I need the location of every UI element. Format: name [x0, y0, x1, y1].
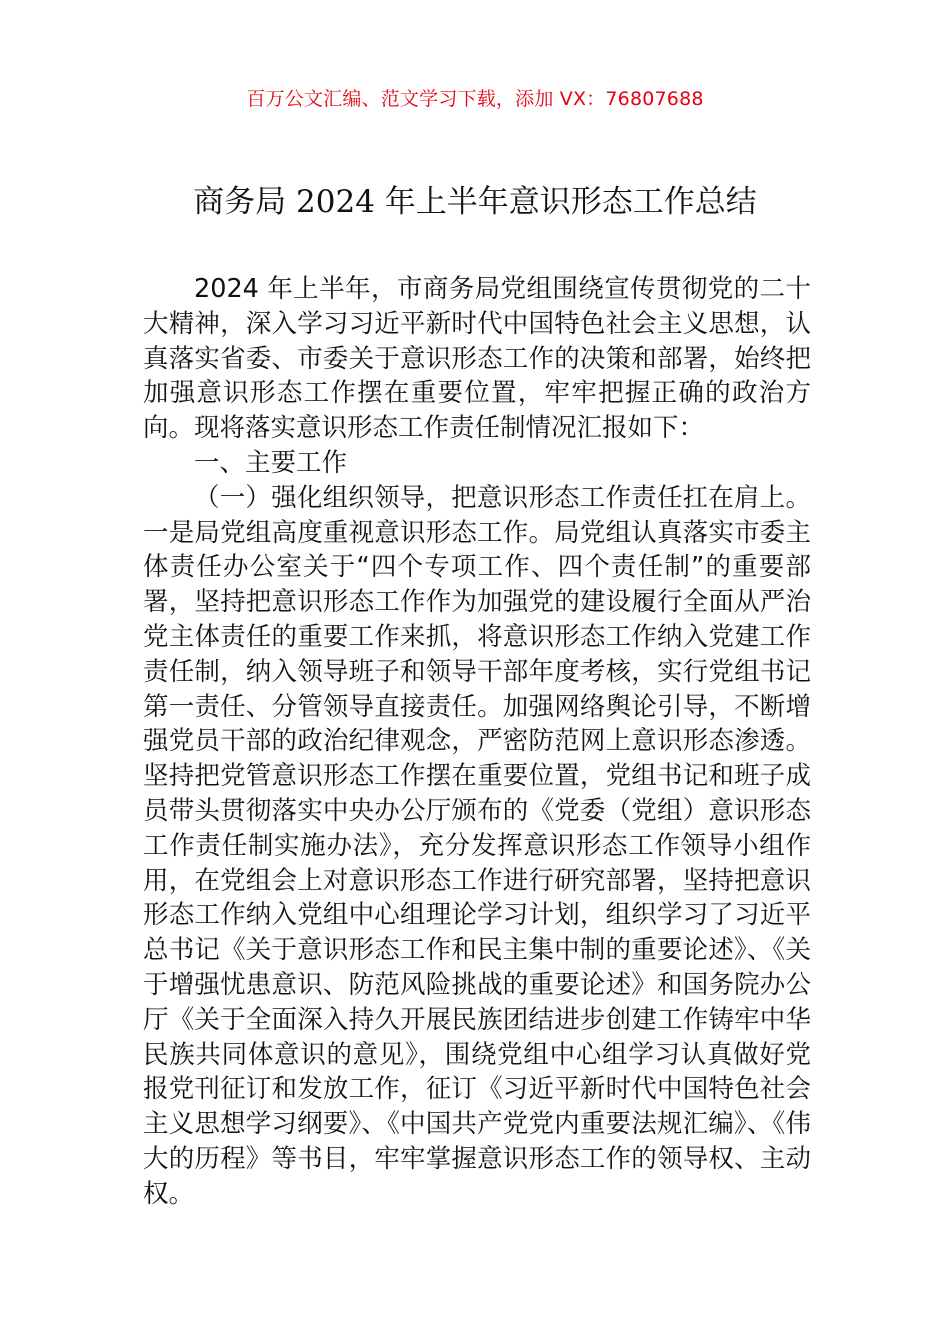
- intro-paragraph: 2024 年上半年，市商务局党组围绕宣传贯彻党的二十大精神，深入学习习近平新时代中国特色社会主义思想，认真落实省委、市委关于意识形态工作的决策和部署，始终把加强意识形态工作摆在重要位置，牢牢把握正确的政治方向。现将落实意识形态工作责任制情况汇报如下：: [143, 274, 811, 444]
- document-body: [143, 272, 811, 1212]
- document-title: 商务局 2024 年上半年意识形态工作总结: [193, 184, 757, 220]
- watermark-banner: 百万公文汇编、范文学习下载，添加 VX：76807688: [246, 88, 704, 110]
- subsection-paragraph-1: （一）强化组织领导，把意识形态工作责任扛在肩上。一是局党组高度重视意识形态工作。局党组认真落实市委主体责任办公室关于“四个专项工作、四个责任制”的重要部署，坚持把意识形态工作作为加强党的建设履行全面从严治党主体责任的重要工作来抓，将意识形态工作纳入党建工作责任制，纳入领导班子和领导干部年度考核，实行党组书记第一责任、分管领导直接责任。加强网络舆论引导，不断增强党员干部的政治纪律观念，严密防范网上意识形态渗透。坚持把党管意识形态工作摆在重要位置，党组书记和班子成员带头贯彻落实中央办公厅颁布的《党委（党组）意识形态工作责任制实施办法》，充分发挥意识形态工作领导小组作用，在党组会上对意识形态工作进行研究部署，坚持把意识形态工作纳入党组中心组理论学习计划，组织学习了习近平总书记《关于意识形态工作和民主集中制的重要论述》、《关于增强忧患意识、防范风险挑战的重要论述》和国务院办公厅《关于全面深入持久开展民族团结进步创建工作铸牢中华民族共同体意识的意见》，围绕党组中心组学习认真做好党报党刊征订和发放工作，征订《习近平新时代中国特色社会主义思想学习纲要》、《中国共产党党内重要法规汇编》、《伟大的历程》等书目，牢牢掌握意识形态工作的领导权、主动权。: [143, 482, 811, 1209]
- section-heading-main-work: 一、主要工作: [194, 447, 348, 478]
